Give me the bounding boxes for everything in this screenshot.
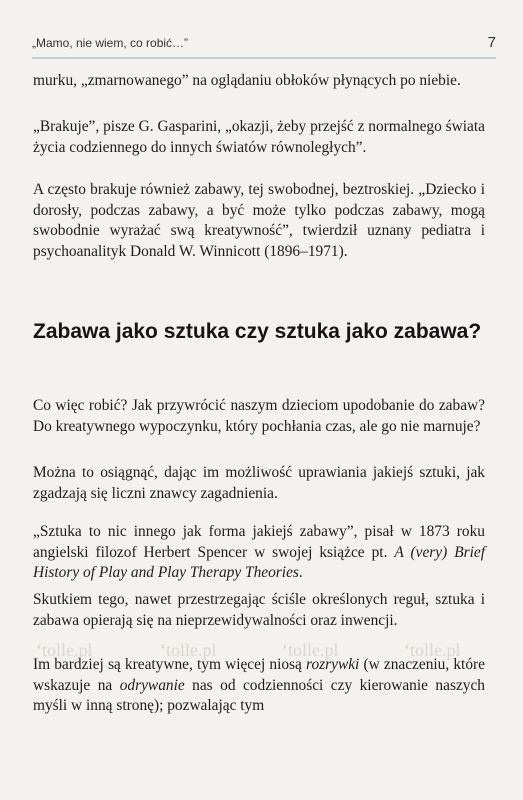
watermark-mark-4: ‘ (404, 640, 410, 660)
watermark-mark-1: ‘ (36, 640, 42, 660)
header-rule (32, 57, 496, 59)
running-title: „Mamo, nie wiem, co robić…” (32, 36, 189, 50)
paragraph-1: murku, „zmarnowanego” na oglądaniu obłoków płynących po niebie. (33, 72, 461, 89)
paragraph-8 (33, 655, 485, 717)
watermark-text-4: tolle.pl (410, 640, 461, 660)
watermark-1 (36, 640, 93, 661)
paragraph-6 (33, 522, 485, 584)
p8-part-a: Im bardziej są kreatywne, tym więcej niosą (33, 656, 307, 673)
p8-part-b: (w znaczeniu, które wskazuje na (33, 656, 485, 694)
watermark-2 (160, 640, 217, 661)
watermark-4 (404, 640, 461, 661)
book-title: A (very) Brief History of Play and Play Therapy Theories (33, 543, 485, 581)
watermark-3 (282, 640, 339, 661)
watermark-text-3: tolle.pl (288, 640, 339, 660)
section-heading: Zabawa jako sztuka czy sztuka jako zabawa? (33, 320, 482, 343)
page-number: 7 (487, 34, 496, 51)
watermark-mark-3: ‘ (282, 640, 288, 660)
paragraph-5: Można to osiągnąć, dając im możliwość uprawiania jakiejś sztuki, jak zgadzają się liczni znawcy zagadnienia. (33, 464, 485, 502)
paragraph-3: A często brakuje również zabawy, tej swobodnej, beztroskiej. „Dziecko i dorosły, podczas zabawy, a być może tylko podczas zabawy, mogą swobodnie wyrażać swą kreatywność”, twierdził uznany pediatra i psychoanalityk Donald W. Winnicott (1896–1971). (33, 181, 485, 260)
p8-italic-rozrywki: rozrywki (306, 656, 360, 673)
paragraph-2: „Brakuje”, pisze G. Gasparini, „okazji, żeby przejść z normalnego świata życia codziennego do innych światów równoległych”. (33, 118, 485, 156)
quote-text: „Sztuka to nic innego jak forma jakiejś zabawy”, pisał w 1873 roku angielski filozof Herbert Spencer w swojej książce pt. (33, 523, 485, 561)
watermark-text-1: tolle.pl (42, 640, 93, 660)
paragraph-4: Co więc robić? Jak przywrócić naszym dzieciom upodobanie do zabaw? Do kreatywnego wypoczynku, który pochłania czas, ale go nie marnuje? (33, 397, 485, 435)
watermark-text-2: tolle.pl (166, 640, 217, 660)
p8-part-c: nas od codzienności czy kierowanie naszych myśli w inną stronę); pozwalając tym (33, 676, 485, 714)
quote-end: . (298, 564, 303, 581)
paragraph-7: Skutkiem tego, nawet przestrzegając ściśle określonych reguł, sztuka i zabawa opierają się na nieprzewidywalności oraz inwencji. (33, 591, 485, 629)
watermark-mark-2: ‘ (160, 640, 166, 660)
p8-italic-odrywanie: odrywanie (119, 676, 185, 694)
